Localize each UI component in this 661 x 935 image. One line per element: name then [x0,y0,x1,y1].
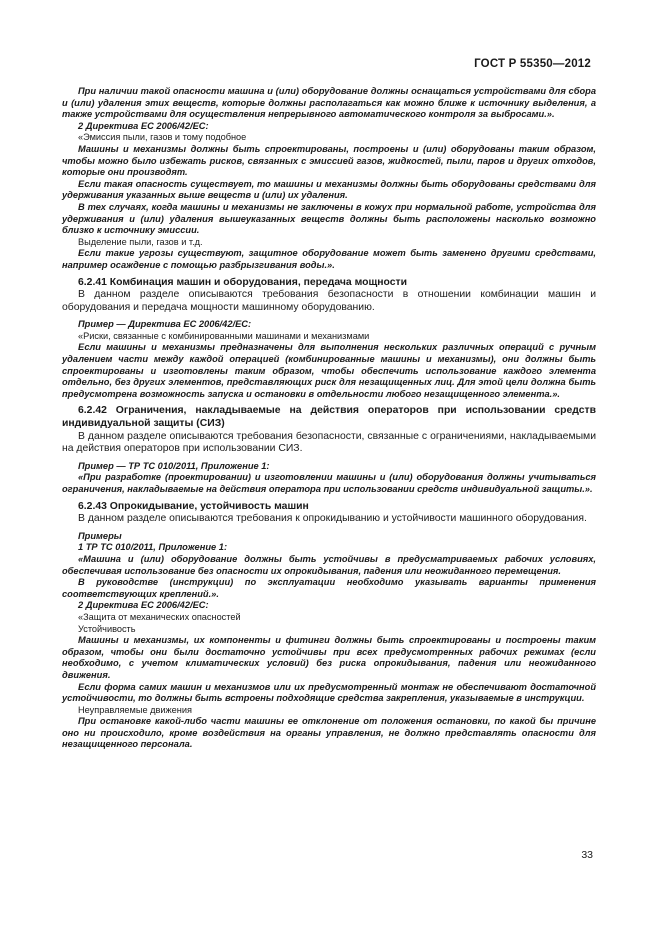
page-number: 33 [581,849,593,861]
example-label: Пример — Директива ЕС 2006/42/ЕС: [78,319,252,330]
section-heading-6-2-43: 6.2.43 Опрокидывание, устойчивость машин [78,500,309,512]
subheading: Выделение пыли, газов и т.д. [78,236,203,247]
example-label: Пример — ТР ТС 010/2011, Приложение 1: [78,460,270,471]
section-body: В данном разделе описываются требования безопасности в отношении комбинации машин и оборудования и передача мощности машинному оборудованию. [62,289,596,313]
paragraph: «При разработке (проектировании) и изготовлении машины и (или) оборудования должны учитываться ограничения, накладываемые на действия оператора при использовании средств индивидуальной защиты.». [62,472,596,494]
quote-title: «Защита от механических опасностей [78,611,241,622]
paragraph: Машины и механизмы должны быть спроектированы, построены и (или) оборудованы таким образом, чтобы можно было избежать рисков, связанных с эмиссией газов, жидкостей, пыли, паров и других отходов, которые они производят. [62,143,596,178]
page-body [62,86,596,751]
quote-title: «Риски, связанные с комбинированными машинами и механизмами [78,330,370,341]
subheading: Неуправляемые движения [78,704,192,715]
subheading: Устойчивость [78,623,136,634]
paragraph: При остановке какой-либо части машины ее отклонение от положения остановки, по какой бы причине оно ни происходило, кроме воздействия на органы управления, не должно представлять опасности для незащищенного персонала. [62,716,596,750]
paragraph: Если такие угрозы существуют, защитное оборудование может быть заменено другими средствами, например осаждение с помощью разбрызгивания воды.». [62,248,596,270]
reference: 1 ТР ТС 010/2011, Приложение 1: [78,542,228,553]
paragraph: Если машины и механизмы предназначены для выполнения нескольких различных операций с ручным удалением части между каждой операцией (комбинированные машины и механизмы), они должны быть спроектированы и изготовлены таким образом, чтобы обеспечить использование каждого элемента отдельно, без других элементов, представляющих риск для незащищенных лиц. Для этой цели должна быть предусмотрена возможность запуска и остановки в отдельности любого незащищенного элемента.». [62,342,596,399]
paragraph: Если такая опасность существует, то машины и механизмы должны быть оборудованы средствами для удерживания указанных выше веществ и (или) их удаления. [62,178,596,201]
section-heading-6-2-41: 6.2.41 Комбинация машин и оборудования, передача мощности [78,276,407,288]
reference: 2 Директива ЕС 2006/42/ЕС: [78,120,209,131]
document-code: ГОСТ Р 55350—2012 [474,58,591,70]
paragraph: Машины и механизмы, их компоненты и фитинги должны быть спроектированы и построены таким образом, чтобы они были достаточно устойчивы при всех предусмотренных рабочих режимах (если необходимо, с учетом климатических условий) без риска опрокидывания, падения или неожиданного движения. [62,635,596,680]
paragraph: В тех случаях, когда машины и механизмы не заключены в кожух при нормальной работе, устройства для удерживания и (или) удаления вышеуказанных веществ должны быть расположены насколько возможно близко к источнику эмиссии. [62,201,596,236]
paragraph: Если форма самих машин и механизмов или их предусмотренный монтаж не обеспечивают достаточной устойчивости, то должны быть встроены подходящие средства закрепления, указываемые в инструкции. [62,681,596,704]
paragraph: «Машина и (или) оборудование должны быть устойчивы в предусматриваемых рабочих условиях, обеспечивая использование без опасности их опрокидывания, падения или неожиданного перемещения. [62,553,596,576]
examples-label: Примеры [78,530,122,541]
section-heading-6-2-42: 6.2.42 Ограничения, накладываемые на действия операторов при использовании средств индивидуальной защиты (СИЗ) [62,405,596,430]
section-body: В данном разделе описываются требования безопасности, связанные с ограничениями, накладываемыми на действия операторов при использовании СИЗ. [62,430,596,455]
quote-title: «Эмиссия пыли, газов и тому подобное [78,132,247,143]
reference: 2 Директива ЕС 2006/42/ЕС: [78,600,209,611]
paragraph: При наличии такой опасности машина и (или) оборудование должны оснащаться устройствами для сбора и (или) удаления этих веществ, которые должны располагаться как можно ближе к источнику выделения, а также устройствами для осуществления непрерывного автоматического контроля за выбросами.». [62,86,596,120]
paragraph: В руководстве (инструкции) по эксплуатации необходимо указывать варианты применения соответствующих креплений.». [62,577,596,599]
section-body: В данном разделе описываются требования к опрокидыванию и устойчивости машинного оборудования. [78,513,587,525]
